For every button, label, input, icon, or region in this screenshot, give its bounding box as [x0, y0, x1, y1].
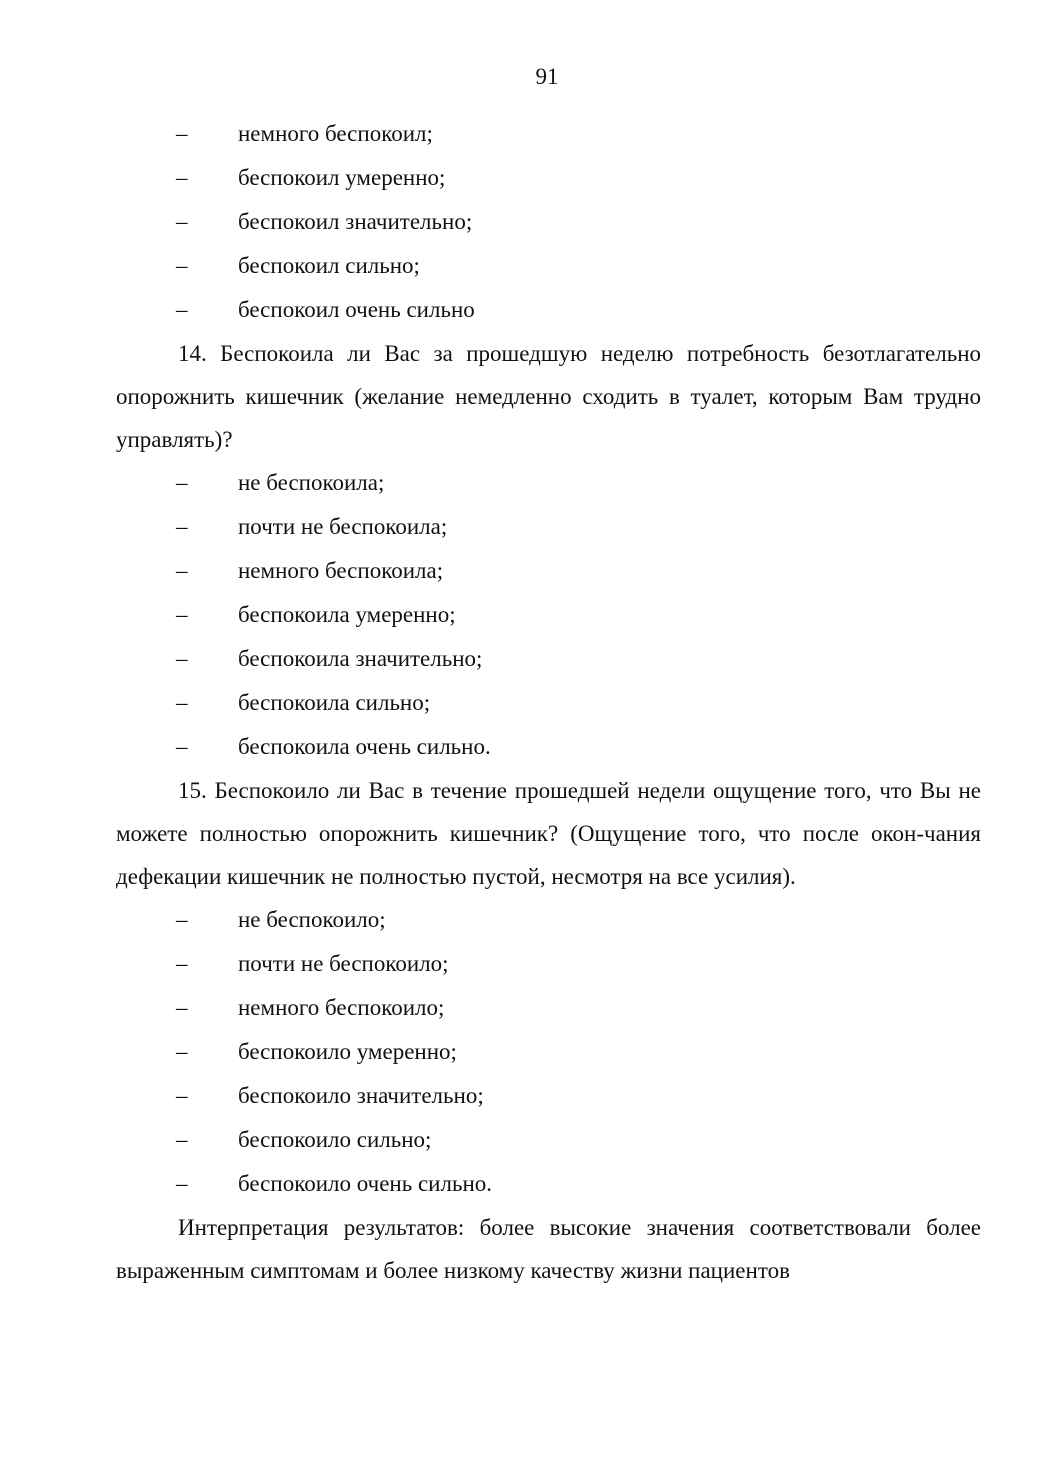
list-item: [116, 549, 981, 593]
list-item: [116, 461, 981, 505]
list-item: [116, 244, 981, 288]
dash-bullet: –: [176, 1083, 188, 1108]
dash-bullet: –: [176, 1127, 188, 1152]
list-item: [116, 1074, 981, 1118]
list-item: [116, 593, 981, 637]
list-item-text: беспокоила сильно;: [238, 690, 431, 715]
list-item-text: беспокоило значительно;: [238, 1083, 484, 1108]
page-number: 91: [535, 64, 559, 89]
list-item: [116, 681, 981, 725]
dash-bullet: –: [176, 558, 188, 583]
list-item: [116, 1030, 981, 1074]
question-15: 15. Беспокоило ли Вас в течение прошедшей недели ощущение того, что Вы не можете полностью опорожнить кишечник? (Ощущение того, что после окон-чания дефекации кишечник не полностью пустой, несмотря на все усилия).: [116, 778, 981, 889]
list-item: [116, 1118, 981, 1162]
list-item: [116, 898, 981, 942]
list-item-text: беспокоило умеренно;: [238, 1039, 457, 1064]
list-item-text: почти не беспокоила;: [238, 514, 448, 539]
dash-bullet: –: [176, 646, 188, 671]
dash-bullet: –: [176, 253, 188, 278]
dash-bullet: –: [176, 602, 188, 627]
list-item: [116, 288, 981, 332]
list-item-text: беспокоил значительно;: [238, 209, 473, 234]
list-item-text: беспокоила значительно;: [238, 646, 483, 671]
list-item-text: беспокоила умеренно;: [238, 602, 456, 627]
list-item-text: немного беспокоило;: [238, 995, 445, 1020]
list-item: [116, 725, 981, 769]
list-item: [116, 1162, 981, 1206]
list-item: [116, 200, 981, 244]
document-body: [116, 112, 981, 1292]
list-item: [116, 986, 981, 1030]
list-item-text: беспокоила очень сильно.: [238, 734, 491, 759]
dash-bullet: –: [176, 951, 188, 976]
list-item: [116, 637, 981, 681]
list-item: [116, 112, 981, 156]
list-item-text: беспокоил очень сильно: [238, 297, 475, 322]
dash-bullet: –: [176, 690, 188, 715]
dash-bullet: –: [176, 995, 188, 1020]
dash-bullet: –: [176, 1171, 188, 1196]
dash-bullet: –: [176, 165, 188, 190]
list-item: [116, 156, 981, 200]
question-14: 14. Беспокоила ли Вас за прошедшую неделю потребность безотлагательно опорожнить кишечник (желание немедленно сходить в туалет, которым Вам трудно управлять)?: [116, 341, 981, 452]
list-item-text: не беспокоило;: [238, 907, 386, 932]
list-item-text: беспокоило очень сильно.: [238, 1171, 493, 1196]
dash-bullet: –: [176, 121, 188, 146]
dash-bullet: –: [176, 907, 188, 932]
list-item-text: беспокоило сильно;: [238, 1127, 432, 1152]
answer-list-q14: [116, 461, 981, 769]
dash-bullet: –: [176, 297, 188, 322]
list-item-text: немного беспокоила;: [238, 558, 444, 583]
interpretation-paragraph: Интерпретация результатов: более высокие значения соответствовали более выраженным симптомам и более низкому качеству жизни пациентов: [116, 1215, 981, 1283]
dash-bullet: –: [176, 514, 188, 539]
list-item: [116, 505, 981, 549]
dash-bullet: –: [176, 209, 188, 234]
list-item-text: не беспокоила;: [238, 470, 385, 495]
list-item-text: беспокоил сильно;: [238, 253, 420, 278]
list-item-text: беспокоил умеренно;: [238, 165, 446, 190]
dash-bullet: –: [176, 734, 188, 759]
list-item: [116, 942, 981, 986]
list-item-text: почти не беспокоило;: [238, 951, 449, 976]
answer-list-q13: [116, 112, 981, 332]
dash-bullet: –: [176, 470, 188, 495]
dash-bullet: –: [176, 1039, 188, 1064]
answer-list-q15: [116, 898, 981, 1206]
list-item-text: немного беспокоил;: [238, 121, 433, 146]
